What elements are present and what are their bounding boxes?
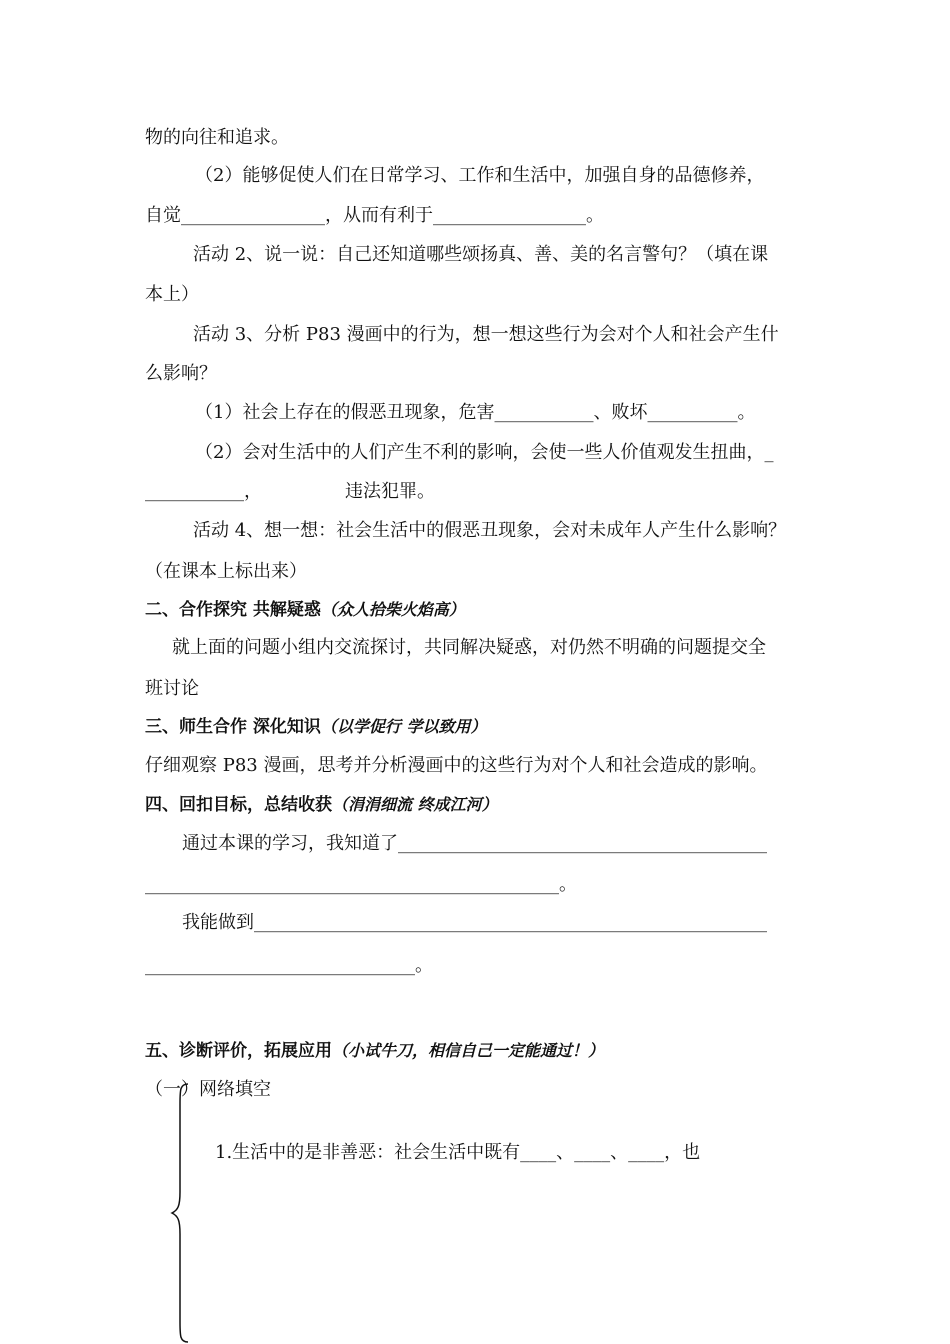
text-line: 活动 2、说一说：自己还知道哪些颂扬真、善、美的名言警句？（填在课 — [193, 244, 769, 265]
text-line: 通过本课的学习，我知道了_________________________________________ — [182, 833, 767, 854]
text-line: 本上） — [145, 284, 199, 305]
text-line: （在课本上标出来） — [145, 561, 307, 582]
text-line: 违法犯罪。 — [345, 481, 435, 502]
text-line: （1）社会上存在的假恶丑现象，危害___________、败坏__________。 — [195, 402, 756, 423]
text-line: ______________________________________________。 — [145, 874, 577, 895]
text-line: 活动 4、想一想：社会生活中的假恶丑现象，会对未成年人产生什么影响？ — [193, 520, 787, 541]
text-line: 么影响？ — [145, 363, 217, 384]
text-line: （2）能够促使人们在日常学习、工作和生活中，加强自身的品德修养， — [195, 165, 765, 186]
text-line: 活动 3、分析 P83 漫画中的行为，想一想这些行为会对个人和社会产生什 — [193, 324, 779, 345]
heading-title: 四、回扣目标，总结收获 — [145, 795, 332, 815]
section-heading — [145, 715, 487, 739]
section-heading — [145, 1039, 604, 1063]
text-line: 物的向往和追求。 — [145, 127, 289, 148]
heading-motto: （涓涓细流 终成江河） — [332, 795, 498, 814]
section-heading — [145, 793, 498, 817]
heading-motto: （众人拾柴火焰高） — [320, 600, 465, 619]
text-line: （一）网络填空 — [145, 1079, 271, 1100]
heading-motto: （小试牛刀，相信自己一定能通过！） — [332, 1041, 605, 1060]
section-heading — [145, 598, 465, 622]
text-line: 班讨论 — [145, 678, 199, 699]
text-line: 就上面的问题小组内交流探讨，共同解决疑惑，对仍然不明确的问题提交全 — [172, 637, 766, 658]
heading-title: 二、合作探究 共解疑惑 — [145, 600, 321, 620]
text-line: （2）会对生活中的人们产生不利的影响，会使一些人价值观发生扭曲，_ — [195, 442, 774, 463]
text-line: 自觉________________，从而有利于_________________。 — [145, 205, 604, 226]
heading-motto: （以学促行 学以致用） — [320, 717, 487, 736]
text-line: 1.生活中的是非善恶：社会生活中既有____、____、____，也 — [215, 1142, 701, 1163]
text-line: ___________， — [145, 481, 262, 502]
text-line: 仔细观察 P83 漫画，思考并分析漫画中的这些行为对个人和社会造成的影响。 — [145, 755, 768, 776]
heading-title: 五、诊断评价，拓展应用 — [145, 1041, 332, 1061]
left-brace — [170, 1082, 194, 1344]
text-line: 我能做到_________________________________________________________ — [182, 912, 767, 933]
heading-title: 三、师生合作 深化知识 — [145, 717, 321, 737]
text-line: ______________________________。 — [145, 955, 433, 976]
